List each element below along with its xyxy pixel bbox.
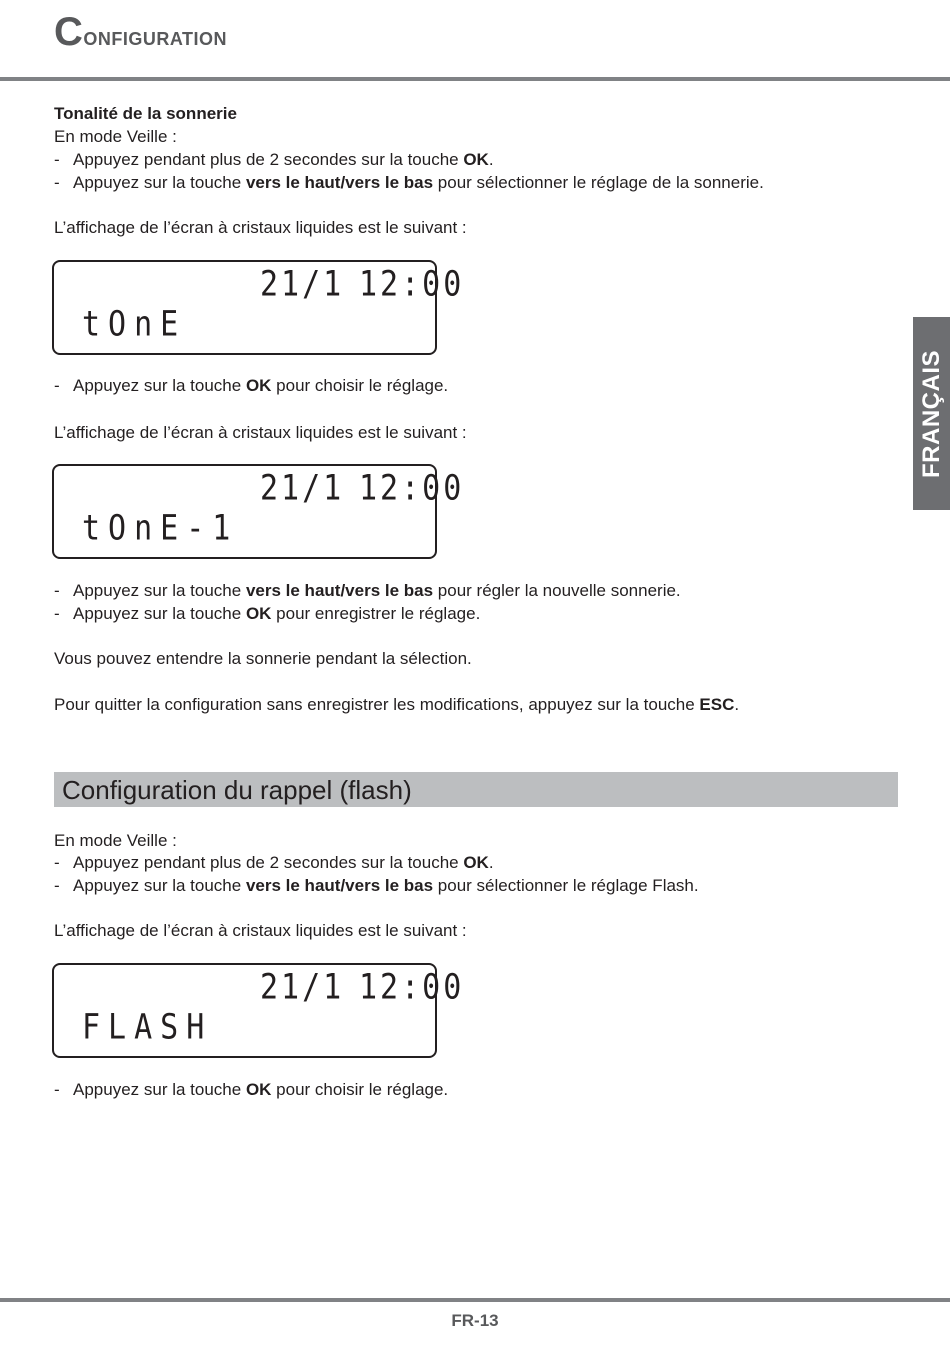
footer-rule (0, 1298, 950, 1302)
tone-note-1: Vous pouvez entendre la sonnerie pendant la sélection. (54, 649, 472, 668)
page-title: Configuration (54, 10, 228, 54)
flash-step-1: - Appuyez pendant plus de 2 secondes sur la touche OK. (54, 852, 494, 874)
lcd-date: 21/1 (260, 264, 345, 305)
tone-note-2: Pour quitter la configuration sans enregistrer les modifications, appuyez sur la touche ESC. (54, 695, 740, 714)
tone-step-1: - Appuyez pendant plus de 2 secondes sur la touche OK. (54, 149, 494, 171)
flash-step-2: - Appuyez sur la touche vers le haut/vers le bas pour sélectionner le réglage Flash. (54, 875, 699, 897)
lcd-time: 12:00 (359, 264, 465, 305)
tone-step-2: - Appuyez sur la touche vers le haut/vers le bas pour sélectionner le réglage de la sonnerie. (54, 172, 764, 194)
tone-mode-text: En mode Veille : (54, 127, 177, 146)
lcd-main-text: tOnE (82, 304, 187, 345)
tone-lcd-intro-1: L’affichage de l’écran à cristaux liquides est le suivant : (54, 218, 467, 237)
page-number: FR-13 (451, 1311, 499, 1330)
lcd-main-text: tOnE-1 (82, 508, 239, 549)
flash-lcd-intro: L’affichage de l’écran à cristaux liquides est le suivant : (54, 921, 467, 940)
language-tab (913, 317, 950, 510)
tone-step-3: - Appuyez sur la touche OK pour choisir le réglage. (54, 375, 448, 397)
flash-step-3: - Appuyez sur la touche OK pour choisir le réglage. (54, 1079, 448, 1101)
lcd-time: 12:00 (359, 967, 465, 1008)
lcd-display-tone-1 (52, 464, 465, 559)
tone-lcd-intro-2: L’affichage de l’écran à cristaux liquides est le suivant : (54, 423, 467, 442)
tone-heading: Tonalité de la sonnerie (54, 104, 237, 123)
lcd-display-flash (52, 963, 465, 1058)
lcd-date: 21/1 (260, 967, 345, 1008)
lcd-date: 21/1 (260, 468, 345, 509)
lcd-main-text: FLASH (82, 1007, 213, 1048)
lcd-time: 12:00 (359, 468, 465, 509)
lcd-display-tone (52, 260, 465, 355)
flash-mode-text: En mode Veille : (54, 831, 177, 850)
tone-step-4: - Appuyez sur la touche vers le haut/vers le bas pour régler la nouvelle sonnerie. (54, 580, 681, 602)
language-tab-label: FRANÇAIS (917, 349, 945, 478)
section-heading-flash: Configuration du rappel (flash) (54, 772, 898, 807)
header-rule (0, 77, 950, 81)
tone-step-5: - Appuyez sur la touche OK pour enregistrer le réglage. (54, 603, 480, 625)
